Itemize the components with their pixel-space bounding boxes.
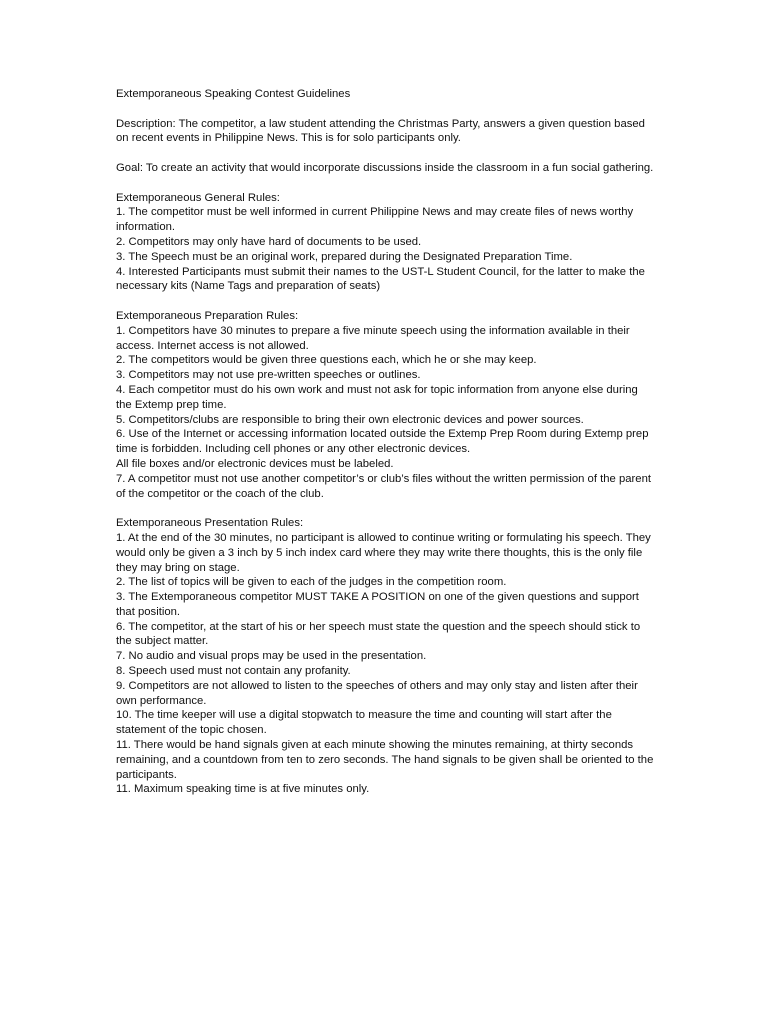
- document-body: [116, 87, 656, 812]
- preparation-rules-section: [116, 309, 656, 501]
- rule-item: 8. Speech used must not contain any profanity.: [116, 665, 351, 678]
- rule-item: 1. The competitor must be well informed in current Philippine News and may create files of news worthy information.: [116, 206, 634, 234]
- rule-item: 2. Competitors may only have hard of documents to be used.: [116, 235, 422, 248]
- rule-item: 3. The Speech must be an original work, prepared during the Designated Preparation Time.: [116, 250, 573, 263]
- rule-item: 2. The list of topics will be given to each of the judges in the competition room.: [116, 576, 507, 589]
- rule-item: 9. Competitors are not allowed to listen to the speeches of others and may only stay and listen after their own performance.: [116, 679, 638, 707]
- rule-item: 4. Interested Participants must submit their names to the UST-L Student Council, for the latter to make the necessary kits (Name Tags and preparation of seats): [116, 265, 645, 293]
- section-heading: Extemporaneous General Rules:: [116, 191, 280, 204]
- general-rules-section: [116, 191, 656, 295]
- rule-item: 5. Competitors/clubs are responsible to bring their own electronic devices and power sources.: [116, 413, 584, 426]
- rule-item: 1. At the end of the 30 minutes, no participant is allowed to continue writing or formulating his speech. They would only be given a 3 inch by 5 inch index card where they may write there thoughts, this is the only file they may bring on stage.: [116, 531, 651, 574]
- rule-item: 6. Use of the Internet or accessing information located outside the Extemp Prep Room during Extemp prep time is forbidden. Including cell phones or any other electronic devices.: [116, 428, 649, 456]
- rule-item: 7. No audio and visual props may be used in the presentation.: [116, 650, 427, 663]
- rule-item: 7. A competitor must not use another competitor’s or club’s files without the written permission of the parent of the competitor or the coach of the club.: [116, 472, 651, 500]
- section-heading: Extemporaneous Preparation Rules:: [116, 309, 299, 322]
- rule-item: 6. The competitor, at the start of his or her speech must state the question and the speech should stick to the subject matter.: [116, 620, 641, 648]
- rule-item: 11. Maximum speaking time is at five minutes only.: [116, 783, 370, 796]
- rule-item: All file boxes and/or electronic devices must be labeled.: [116, 457, 394, 470]
- rule-item: 4. Each competitor must do his own work and must not ask for topic information from anyone else during the Extemp prep time.: [116, 383, 638, 411]
- goal-paragraph: Goal: To create an activity that would incorporate discussions inside the classroom in a fun social gathering.: [116, 161, 654, 174]
- rule-item: 2. The competitors would be given three questions each, which he or she may keep.: [116, 354, 537, 367]
- document-title: Extemporaneous Speaking Contest Guidelines: [116, 88, 351, 100]
- rule-item: 1. Competitors have 30 minutes to prepare a five minute speech using the information available in their access. Internet access is not allowed.: [116, 324, 630, 352]
- rule-item: 3. The Extemporaneous competitor MUST TAKE A POSITION on one of the given questions and support that position.: [116, 591, 639, 618]
- rule-item: 11. There would be hand signals given at each minute showing the minutes remaining, at thirty seconds remaining, and a countdown from ten to zero seconds. The hand signals to be given shall be oriented to the participants.: [116, 739, 654, 781]
- rule-item: 10. The time keeper will use a digital stopwatch to measure the time and counting will start after the statement of the topic chosen.: [116, 709, 612, 737]
- description-paragraph: Description: The competitor, a law student attending the Christmas Party, answers a given question based on recent events in Philippine News. This is for solo participants only.: [116, 117, 645, 145]
- section-heading: Extemporaneous Presentation Rules:: [116, 517, 304, 530]
- presentation-rules-section: [116, 516, 656, 797]
- rule-item: 3. Competitors may not use pre-written speeches or outlines.: [116, 369, 421, 382]
